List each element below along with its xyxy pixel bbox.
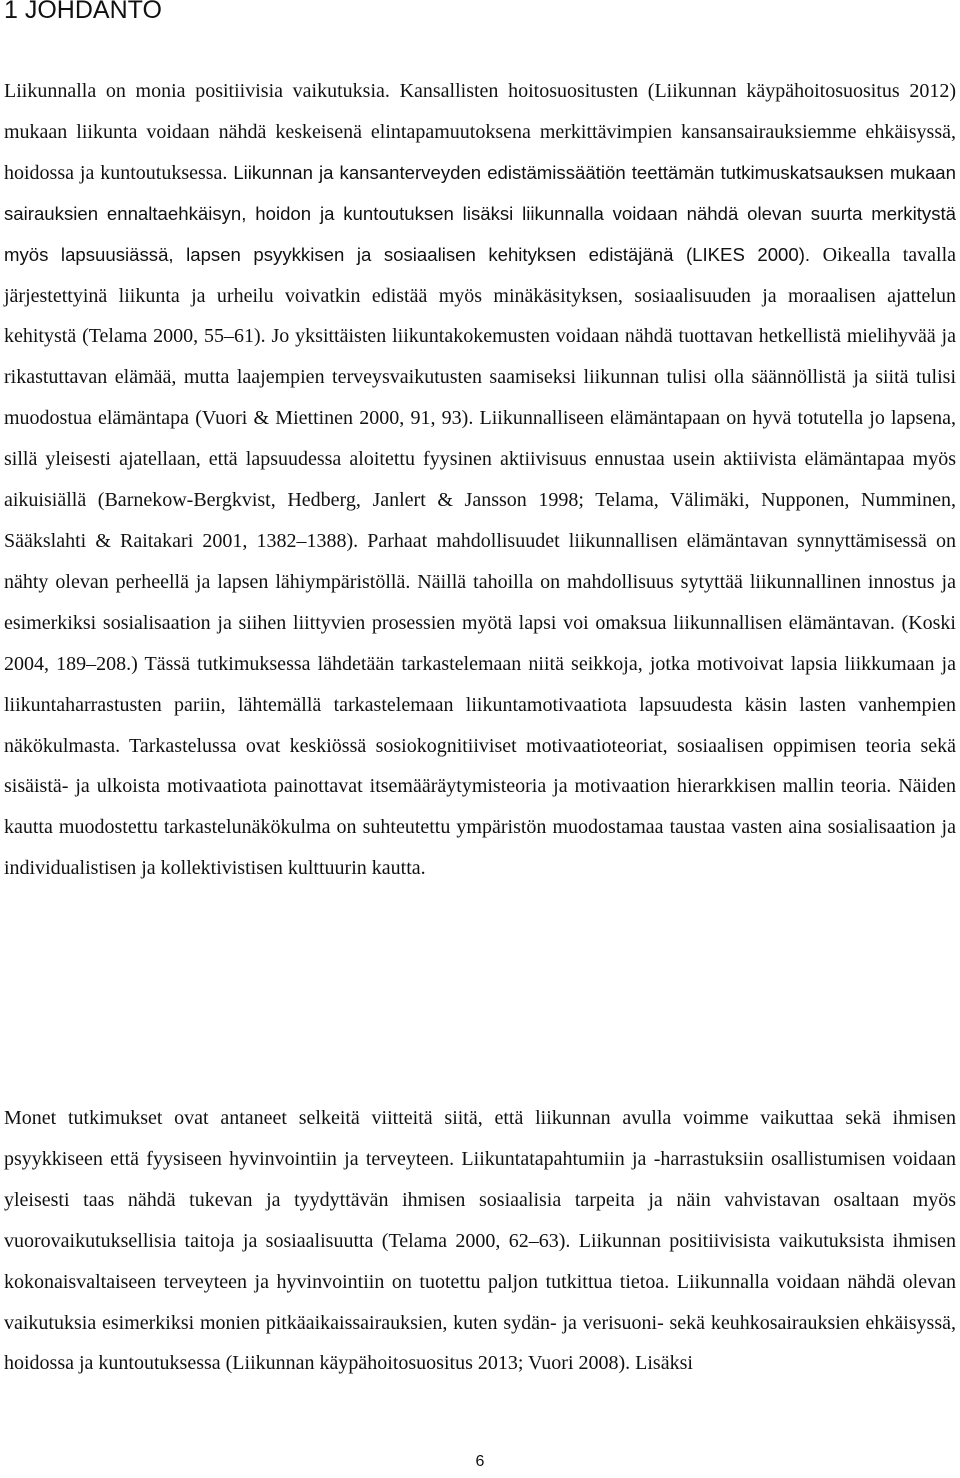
page-number: 6 [475, 1453, 485, 1470]
chapter-heading: 1 JOHDANTO [4, 0, 162, 24]
paragraph-second-text: Monet tutkimukset ovat antaneet selkeitä viitteitä siitä, että liikunnan avulla voimme vaikuttaa sekä ihmisen psyykkiseen että fyysiseen hyvinvointiin ja terveyteen. Liikuntatapahtumiin ja -harrastuksiin osallistumisen voidaan yleisesti taas nähdä tukevan ja tyydyttävän ihmisen sosiaalisia tarpeita ja näin vahvistavan osaltaan myös vuorovaikutuksellisia taitoja ja sosiaalisuutta (Telama 2000, 62–63). Liikunnan positiivisista vaikutuksista ihmisen kokonaisvaltaiseen terveyteen ja hyvinvointiin on tuotettu paljon tutkittua tietoa. Liikunnalla voidaan nähdä olevan vaikutuksia esimerkiksi monien pitkäaikaissairauksien, kuten sydän- ja verisuoni- sekä keuhkosairauksien ehkäisyssä, hoidossa ja kuntoutuksessa (Liikunnan käypähoitosuositus 2013; Vuori 2008). Lisäksi [4, 1107, 956, 1375]
paragraph-intro [4, 71, 956, 889]
paragraph-intro-sentence-1: Liikunnalla on monia positiivisia vaikutuksia. [4, 80, 400, 102]
paragraph-intro-rest: Oikealla tavalla järjestettyinä liikunta ja urheilu voivatkin edistää myös minäkäsityksen, sosiaalisuuden ja moraalisen ajattelun kehitystä (Telama 2000, 55–61). Jo yksittäisten liikuntakokemusten voidaan nähdä tuottavan hetkellistä mielihyvää ja rikastuttavan elämää, mutta laajempien terveysvaikutusten saamiseksi liikunnan tulisi olla säännöllistä ja siitä tulisi muodostua elämäntapa (Vuori & Miettinen 2000, 91, 93). Liikunnalliseen elämäntapaan on hyvä totutella jo lapsena, sillä yleisesti ajatellaan, että lapsuudessa aloitettu fyysinen aktiivisuus ennustaa usein aktiivista elämäntapaa myös aikuisiällä (Barnekow-Bergkvist, Hedberg, Janlert & Jansson 1998; Telama, Välimäki, Nupponen, Numminen, Sääkslahti & Raitakari 2001, 1382–1388). Parhaat mahdollisuudet liikunnallisen elämäntavan synnyttämisessä on nähty olevan perheellä ja lapsen lähiympäristöllä. Näillä tahoilla on mahdollisuus sytyttää liikunnallinen innostus ja esimerkiksi sosialisaation ja siihen liittyvien prosessien myötä lapsi voi omaksua liikunnallisen elämäntavan. (Koski 2004, 189–208.) Tässä tutkimuksessa lähdetään tarkastelemaan niitä seikkoja, jotka motivoivat lapsia liikkumaan ja liikuntaharrastusten pariin, lähtemällä tarkastelemaan liikuntamotivaatiota lapsuudesta käsin lasten vanhempien näkökulmasta. Tarkastelussa ovat keskiössä sosiokognitiiviset motivaatioteoriat, sosiaalisen oppimisen teoria sekä sisäistä- ja ulkoista motivaatiota painottavat itsemääräytymisteoria ja motivaation hierarkkisen mallin teoria. Näiden kautta muodostettu tarkastelunäkökulma on suhteutettu ympäristön muodostamaa taustaa vasten aina sosialisaation ja individualistisen ja kollektivistisen kulttuurin kautta. [4, 243, 956, 880]
paragraph-second [4, 1098, 956, 1384]
paragraph-intro-sentence-3: Liikunnan ja kansanterveyden edistämissäätiön teettämän tutkimuskatsauksen mukaan sairauksien ennaltaehkäisyn, hoidon ja kuntoutuksen lisäksi liikunnalla voidaan nähdä olevan suurta merkitystä myös lapsuusiässä, lapsen psyykkisen ja sosiaalisen kehityksen edistäjänä (LIKES 2000). [4, 161, 956, 265]
paragraph-intro-sentence-2: Kansallisten hoitosuositusten (Liikunnan käypähoitosuositus 2012) mukaan liikunta voidaan nähdä keskeisenä elintapamuutoksena merkittävimpien kansansairauksiemme ehkäisyssä, hoidossa ja kuntoutuksessa. [4, 80, 956, 184]
